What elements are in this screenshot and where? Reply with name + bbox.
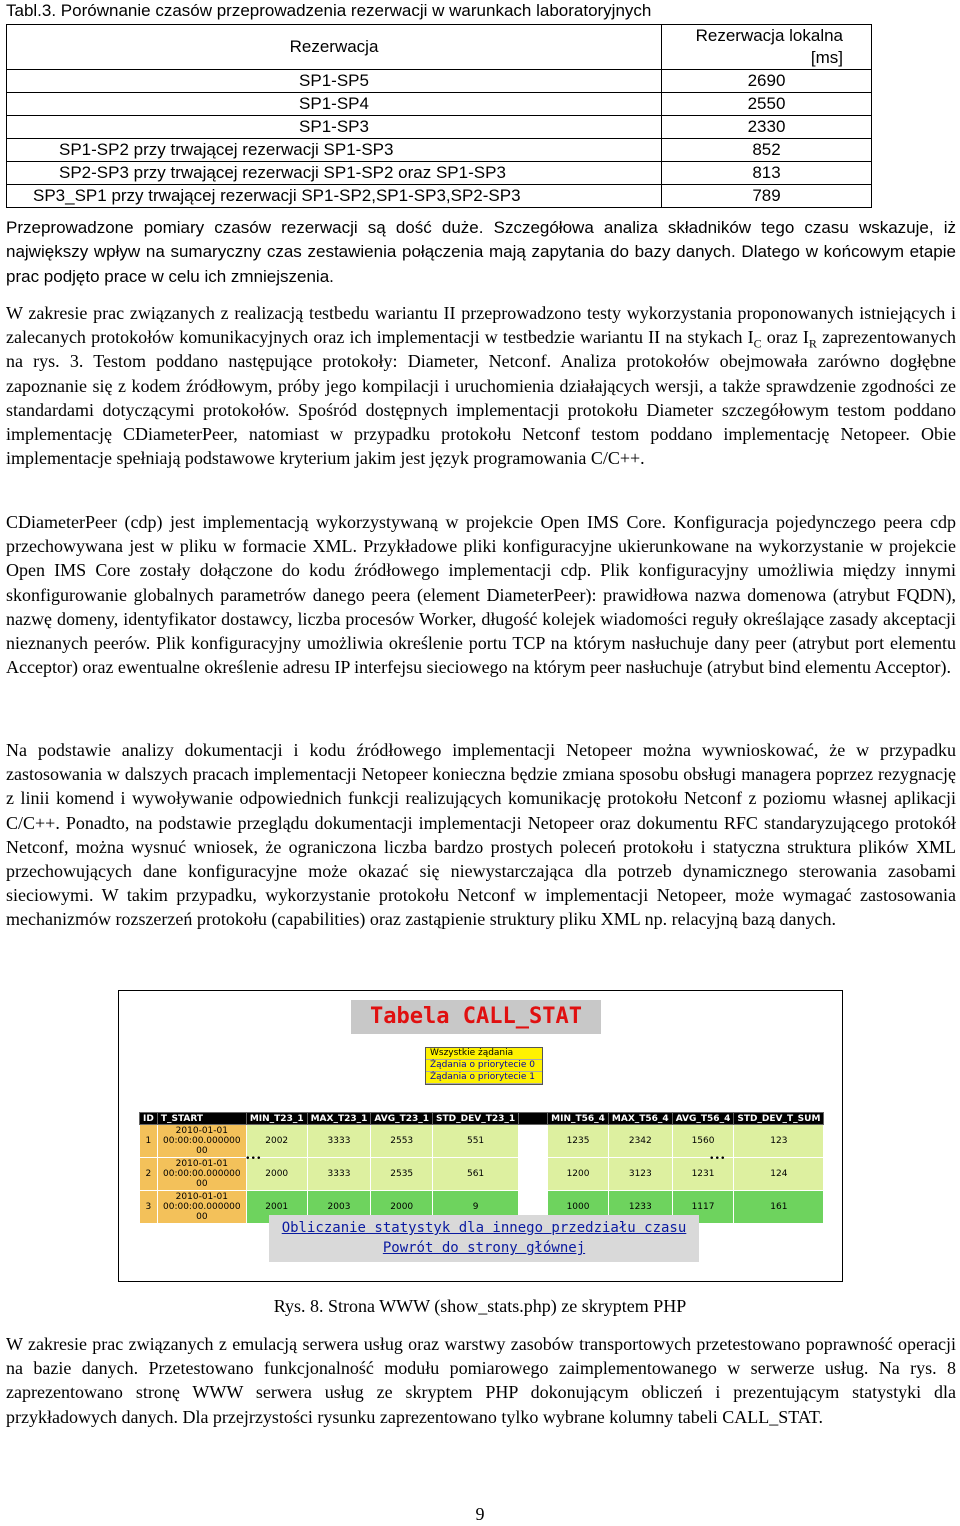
comparison-table xyxy=(6,24,872,208)
cell-value: 1560 xyxy=(672,1125,734,1158)
cell-value: 3123 xyxy=(608,1158,672,1191)
row-value: 2550 xyxy=(662,93,872,116)
t-start-tz: 00 xyxy=(196,1179,208,1189)
t-start-tz: 00 xyxy=(196,1146,208,1156)
link-other-period[interactable]: Obliczanie statystyk dla innego przedziału czasu xyxy=(281,1220,687,1236)
menu-priority-0[interactable]: Żądania o priorytecie 0 xyxy=(426,1060,542,1072)
paragraph-cdiameterpeer: CDiameterPeer (cdp) jest implementacją wykorzystywaną w projekcie Open IMS Core. Konfiguracja pojedynczego peera cdp przechowywana jest w pliku w formacie XML. Przykładowe pliki konfiguracyjne ukierunkowane na wykorzystanie w projekcie Open IMS Core zostały dołączone do kodu źródłowego implementacji cdp. Plik konfiguracyjny umożliwia między innymi skonfigurowanie globalnych parametrów danego peera (element DiameterPeer): prawidłowa nazwa domenowa (atrybut FQDN), nazwę domeny, identyfikator dostawcy, liczba procesów Worker, długość kolejek wiadomości reguły określające zasady akceptacji nieznanych peerów. Plik konfiguracyjny umożliwia określenie portu TCP na którym nasłuchuje dany peer (atrybut port elementu Acceptor) oraz ewentualne określenie adresu IP interfejsu sieciowego na którym peer nasłuchuje (atrybut bind elementu Acceptor). xyxy=(6,512,956,678)
ellipsis-right: ... xyxy=(709,1139,726,1164)
figure-title: Tabela CALL_STAT xyxy=(351,1000,601,1034)
cell-t-start xyxy=(157,1125,246,1158)
cell-id: 1 xyxy=(140,1125,158,1158)
cell-t-start xyxy=(157,1191,246,1224)
t-start-date: 2010-01-01 xyxy=(175,1192,228,1202)
table-row xyxy=(7,162,872,185)
call-stat-table xyxy=(139,1112,824,1224)
table-row xyxy=(7,93,872,116)
figure-screenshot xyxy=(118,990,843,1282)
subscript-c: C xyxy=(753,336,762,351)
t-start-date: 2010-01-01 xyxy=(175,1126,228,1136)
cell-value: 1000 xyxy=(548,1191,609,1224)
col-min-t23: MIN_T23_1 xyxy=(246,1113,307,1125)
cell-value: 2003 xyxy=(307,1191,371,1224)
row-label: SP3_SP1 przy trwającej rezerwacji SP1-SP2,SP1-SP3,SP2-SP3 xyxy=(7,185,662,208)
col-max-t23: MAX_T23_1 xyxy=(307,1113,371,1125)
cell-value: 123 xyxy=(734,1125,824,1158)
call-stat-header xyxy=(140,1113,824,1125)
row-value: 789 xyxy=(662,185,872,208)
paragraph-measurements: Przeprowadzone pomiary czasów rezerwacji są dość duże. Szczegółowa analiza składników tego czasu wskazuje, iż największy wpływ na sumaryczny czas zestawienia połączenia mają zapytania do bazy danych. Dlatego w końcowym etapie prac podjęto prace w celu ich zmniejszenia. xyxy=(6,218,956,286)
col-avg-t23: AVG_T23_1 xyxy=(371,1113,433,1125)
cell-value: 161 xyxy=(734,1191,824,1224)
col-avg-t56: AVG_T56_4 xyxy=(672,1113,734,1125)
cell-value: 1200 xyxy=(548,1158,609,1191)
paragraph-netopeer: Na podstawie analizy dokumentacji i kodu źródłowego implementacji Netopeer można wywnioskować, że w przypadku zastosowania w dalszych pracach implementacji Netopeer konieczna będzie zmiana sposobu obsługi managera poprzez rezygnację z linii komend i wywoływanie odpowiednich funkcji realizujących komunikację protokołu Netconf z poziomu własnej aplikacji C/C++. Ponadto, na podstawie przeglądu dokumentacji implementacji Netopeer oraz dokumentu RFC standaryzującego protokół Netconf, można wysnuć wniosek, że ograniczona liczba bardzo prostych poleceń protokołu i statyczna struktura plików XML przechowujących dane konfiguracyjne może okazać się niewystarczająca dla potrzeb dynamicznego sterowania zasobami sieciowymi. W takim przypadku, wykorzystanie protokołu Netconf w implementacji Netopeer, może wymagać zastosowania mechanizmów rozszerzeń protokołu (capabilities) oraz zastąpienie struktury pliku XML np. relacyjną bazą danych. xyxy=(6,740,956,930)
testbed-text-1: W zakresie prac związanych z realizacją testbedu wariantu II przeprowadzono testy wykorzystania proponowanych istniejących i zalecanych protokołów komunikacyjnych oraz ich implementacji w testbedzie wariantu II na stykach I xyxy=(6,303,956,348)
row-label: SP1-SP5 xyxy=(7,70,662,93)
paragraph-testbed xyxy=(6,301,956,470)
row-label: SP1-SP3 xyxy=(7,116,662,139)
cell-value: 2553 xyxy=(371,1125,433,1158)
t-start-date: 2010-01-01 xyxy=(175,1159,228,1169)
cell-value: 124 xyxy=(734,1158,824,1191)
cell-id: 2 xyxy=(140,1158,158,1191)
header-reservation: Rezerwacja xyxy=(7,25,662,70)
table-row xyxy=(7,70,872,93)
cell-value: 2001 xyxy=(246,1191,307,1224)
subscript-r: R xyxy=(808,336,817,351)
cell-value: 2002 xyxy=(246,1125,307,1158)
cell-value: 9 xyxy=(433,1191,519,1224)
table-header-row xyxy=(7,25,872,70)
col-min-t56: MIN_T56_4 xyxy=(548,1113,609,1125)
menu-priority-1[interactable]: Żądania o priorytecie 1 xyxy=(426,1072,542,1084)
testbed-text-3: zaprezentowanych na rys. 3. Testom poddano następujące protokoły: Diameter, Netconf. Analiza protokołów obejmowała zarówno dogłębne zapoznanie się z kodem źródłowym, próby jego kompilacji i uruchomienia działających wersji, a także sprawdzenie zgodności ze standardami dotyczącymi protokołów. Spośród dostępnych implementacji protokołu Diameter szczegółowym testom poddano implementację CDiameterPeer, natomiast w przypadku protokołu Netconf testom poddano implementację Netopeer. Obie implementacje spełniają podstawowe kryterium jakim jest język programowania C/C++. xyxy=(6,327,956,469)
page-number: 9 xyxy=(475,1504,485,1524)
header-local-reservation: Rezerwacja lokalna [ms] xyxy=(662,25,872,70)
cell-value: 1117 xyxy=(672,1191,734,1224)
col-id: ID xyxy=(140,1113,158,1125)
t-start-time: 00:00:00.000000 xyxy=(163,1169,241,1179)
cell-value: 2535 xyxy=(371,1158,433,1191)
row-value: 2330 xyxy=(662,116,872,139)
cell-t-start xyxy=(157,1158,246,1191)
figure-caption: Rys. 8. Strona WWW (show_stats.php) ze skryptem PHP xyxy=(273,1296,687,1316)
cell-value: 1231 xyxy=(672,1158,734,1191)
cell-value: 3333 xyxy=(307,1158,371,1191)
cell-value: 561 xyxy=(433,1158,519,1191)
row-label: SP2-SP3 przy trwającej rezerwacji SP1-SP2 oraz SP1-SP3 xyxy=(7,162,662,185)
row-value: 852 xyxy=(662,139,872,162)
table-row xyxy=(7,116,872,139)
link-home-page[interactable]: Powrót do strony głównej xyxy=(382,1240,586,1256)
cell-value: 3333 xyxy=(307,1125,371,1158)
col-t-start: T_START xyxy=(157,1113,246,1125)
col-max-t56: MAX_T56_4 xyxy=(608,1113,672,1125)
table-caption: Tabl.3. Porównanie czasów przeprowadzenia rezerwacji w warunkach laboratoryjnych xyxy=(6,1,652,20)
col-gap xyxy=(519,1113,548,1125)
cell-value: 1233 xyxy=(608,1191,672,1224)
t-start-tz: 00 xyxy=(196,1212,208,1222)
table-row xyxy=(7,139,872,162)
table-row xyxy=(7,185,872,208)
row-value: 2690 xyxy=(662,70,872,93)
cell-gap xyxy=(519,1158,548,1191)
cell-value: 2000 xyxy=(371,1191,433,1224)
cell-value: 551 xyxy=(433,1125,519,1158)
t-start-time: 00:00:00.000000 xyxy=(163,1202,241,1212)
row-label: SP1-SP2 przy trwającej rezerwacji SP1-SP3 xyxy=(7,139,662,162)
row-label: SP1-SP4 xyxy=(7,93,662,116)
figure-menu xyxy=(425,1047,543,1085)
cell-value: 1235 xyxy=(548,1125,609,1158)
testbed-text-2: oraz I xyxy=(761,327,809,348)
row-value: 813 xyxy=(662,162,872,185)
cell-gap xyxy=(519,1125,548,1158)
t-start-time: 00:00:00.000000 xyxy=(163,1136,241,1146)
ellipsis-left: ... xyxy=(245,1139,262,1164)
cell-value: 2000 xyxy=(246,1158,307,1191)
cell-id: 3 xyxy=(140,1191,158,1224)
col-std-dev-sum: STD_DEV_T_SUM xyxy=(734,1113,824,1125)
cell-value: 2342 xyxy=(608,1125,672,1158)
menu-all-requests[interactable]: Wszystkie żądania xyxy=(426,1048,542,1060)
figure-links xyxy=(269,1215,699,1262)
paragraph-emulation: W zakresie prac związanych z emulacją serwera usług oraz warstwy zasobów transportowych przetestowano poprawność operacji na bazie danych. Przetestowano funkcjonalność modułu pomiarowego zaimplementowanego w serwerze usług. Na rys. 8 zaprezentowano stronę WWW serwera usług ze skryptem PHP dokonującym obliczeń i prezentującym statystyki dla przykładowych danych. Dla przejrzystości rysunku zaprezentowano tylko wybrane kolumny tabeli CALL_STAT. xyxy=(6,1334,956,1427)
col-std-dev-t23: STD_DEV_T23_1 xyxy=(433,1113,519,1125)
